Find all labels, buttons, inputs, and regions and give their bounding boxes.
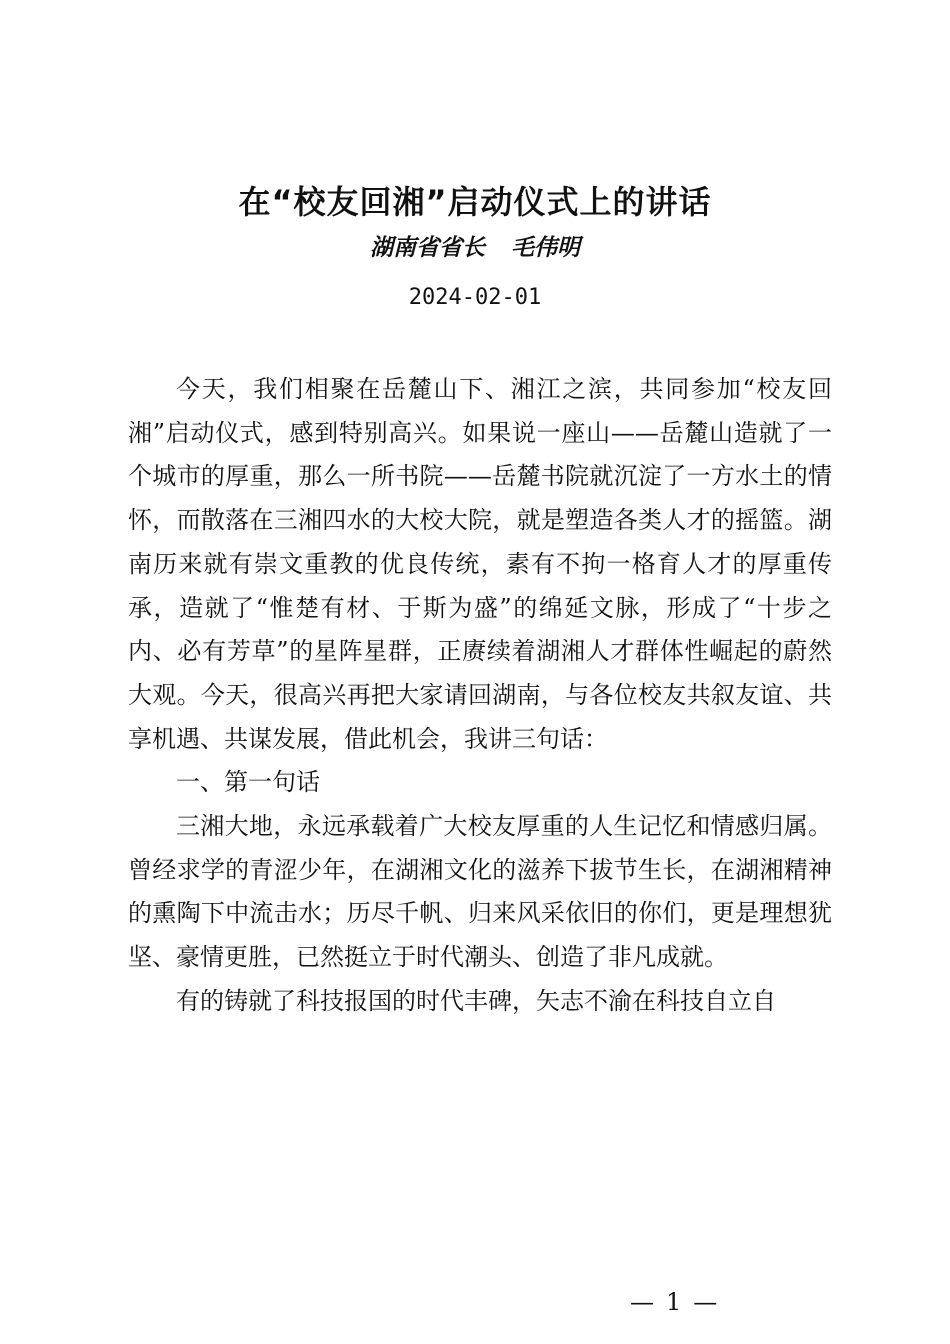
document-body — [128, 368, 832, 1024]
footer-dash-right: — — [693, 1288, 718, 1316]
paragraph: 有的铸就了科技报国的时代丰碑，矢志不渝在科技自立自 — [176, 986, 776, 1015]
footer-dash-left: — — [630, 1288, 654, 1316]
paragraph: 三湘大地，永远承载着广大校友厚重的人生记忆和情感归属。曾经求学的青涩少年，在湖湘文化的滋养下拔节生长，在湖湘精神的熏陶下中流击水；历尽千帆、归来风采依旧的你们，更是理想犹坚、豪情更胜，已然挺立于时代潮头、创造了非凡成就。 — [128, 812, 832, 972]
page-title: 在“校友回湘”启动仪式上的讲话 — [238, 183, 712, 221]
page-footer — [630, 1282, 750, 1322]
document-date: 2024-02-01 — [408, 285, 542, 310]
section-heading: 一、第一句话 — [176, 768, 320, 797]
paragraph: 今天，我们相聚在岳麓山下、湘江之滨，共同参加“校友回湘”启动仪式，感到特别高兴。如果说一座山——岳麓山造就了一个城市的厚重，那么一所书院——岳麓书院就沉淀了一方水土的情怀，而散落在三湘四水的大校大院，就是塑造各类人才的摇篮。湖南历来就有崇文重教的优良传统，素有不拘一格育人才的厚重传承，造就了“惟楚有材、于斯为盛”的绵延文脉，形成了“十步之内、必有芳草”的星阵星群，正赓续着湖湘人才群体性崛起的蔚然大观。今天，很高兴再把大家请回湖南，与各位校友共叙友谊、共享机遇、共谋发展，借此机会，我讲三句话： — [128, 375, 832, 753]
page-number: 1 — [666, 1288, 682, 1316]
author-title: 湖南省省长 — [370, 234, 485, 261]
author-byline — [0, 230, 950, 266]
author-name: 毛伟明 — [511, 234, 580, 261]
